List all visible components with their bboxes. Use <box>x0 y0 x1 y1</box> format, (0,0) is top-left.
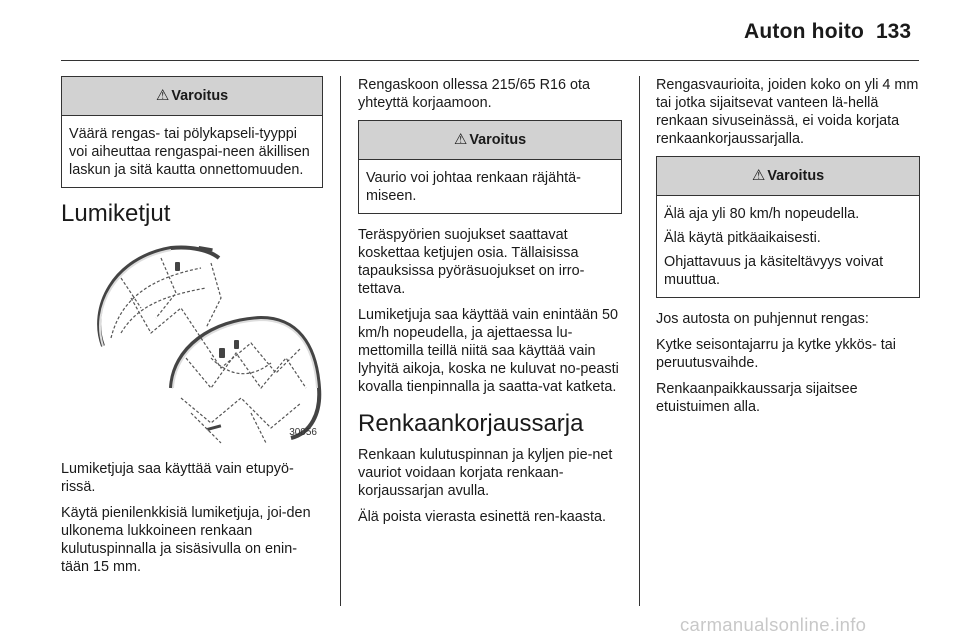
warning-text: Älä aja yli 80 km/h nopeudella. <box>664 206 860 222</box>
warning-box-1 <box>61 76 323 188</box>
warning-label: Varoitus <box>767 168 825 184</box>
paragraph: Jos autosta on puhjennut rengas: <box>656 311 869 327</box>
column-1 <box>61 76 323 584</box>
paragraph: Lumiketjuja saa käyttää vain enintään 50 km/h nopeudella, ja ajettaessa lu-mettomilla teillä niitä saa käyttää vain lyhyitä aikoja, koska ne kuluvat no-peasti kovalla tienpinnalla ja saatta-vat katketa. <box>358 307 619 395</box>
warning-text: Vaurio voi johtaa renkaan räjähtä-miseen. <box>366 170 581 204</box>
paragraph: Kytke seisontajarru ja kytke ykkös- tai peruutusvaihde. <box>656 337 896 371</box>
paragraph: Rengaskoon ollessa 215/65 R16 ota yhteyttä korjaamoon. <box>358 77 591 111</box>
warning-text: Ohjattavuus ja käsiteltävyys voivat muuttua. <box>664 254 884 288</box>
warning-header <box>657 157 919 196</box>
warning-triangle-icon: ⚠ <box>453 131 468 148</box>
section-heading-renkaankorjaussarja: Renkaankorjaussarja <box>358 410 584 437</box>
warning-triangle-icon: ⚠ <box>751 167 766 184</box>
warning-triangle-icon: ⚠ <box>155 87 170 104</box>
watermark: carmanualsonline.info <box>680 614 867 635</box>
paragraph: Älä poista vierasta esinettä ren-kaasta. <box>358 509 606 525</box>
page-number: 133 <box>876 20 912 43</box>
page-header-title: Auton hoito <box>744 20 864 43</box>
paragraph: Lumiketjuja saa käyttää vain etupyö-rissä. <box>61 461 294 495</box>
paragraph: Renkaanpaikkaussarja sijaitsee etuistuimen alla. <box>656 381 858 415</box>
warning-body <box>62 116 322 187</box>
warning-box-2 <box>358 120 622 214</box>
paragraph: Käytä pienilenkkisiä lumiketjuja, joi-den ulkonema lukkoineen renkaan kulutuspinnalla ja sisäsivulla on enin-tään 15 mm. <box>61 505 311 575</box>
header-rule <box>61 60 919 61</box>
section-heading-lumiketjut: Lumiketjut <box>61 200 171 227</box>
warning-box-3 <box>656 156 920 298</box>
paragraph: Rengasvaurioita, joiden koko on yli 4 mm tai jotka sijaitsevat vanteen lä-hellä renkaan sivuseinässä, ei voida korjata renkaankorjaussarjalla. <box>656 77 919 147</box>
warning-body <box>359 160 621 213</box>
paragraph: Renkaan kulutuspinnan ja kyljen pie-net vauriot voidaan korjata renkaan-korjaussarjan avulla. <box>358 447 613 499</box>
warning-text: Älä käytä pitkäaikaisesti. <box>664 230 821 246</box>
warning-header <box>359 121 621 160</box>
column-3 <box>656 76 920 424</box>
column-divider-2 <box>639 76 640 606</box>
warning-text: Väärä rengas- tai pölykapseli-tyyppi voi aiheuttaa rengaspai-neen äkillisen laskun ja sitä kautta onnettomuuden. <box>69 126 310 178</box>
snow-chains-figure <box>61 238 323 446</box>
paragraph: Teräspyörien suojukset saattavat koskettaa ketjujen osia. Tällaisissa tapauksissa pyöräsuojukset on irro-tettava. <box>358 227 585 297</box>
warning-header <box>62 77 322 116</box>
figure-code: 30056 <box>289 427 317 438</box>
warning-label: Varoitus <box>171 88 229 104</box>
column-divider-1 <box>340 76 341 606</box>
snow-chains-illustration <box>61 238 323 446</box>
warning-label: Varoitus <box>469 132 527 148</box>
warning-body <box>657 196 919 297</box>
column-2 <box>358 76 622 534</box>
